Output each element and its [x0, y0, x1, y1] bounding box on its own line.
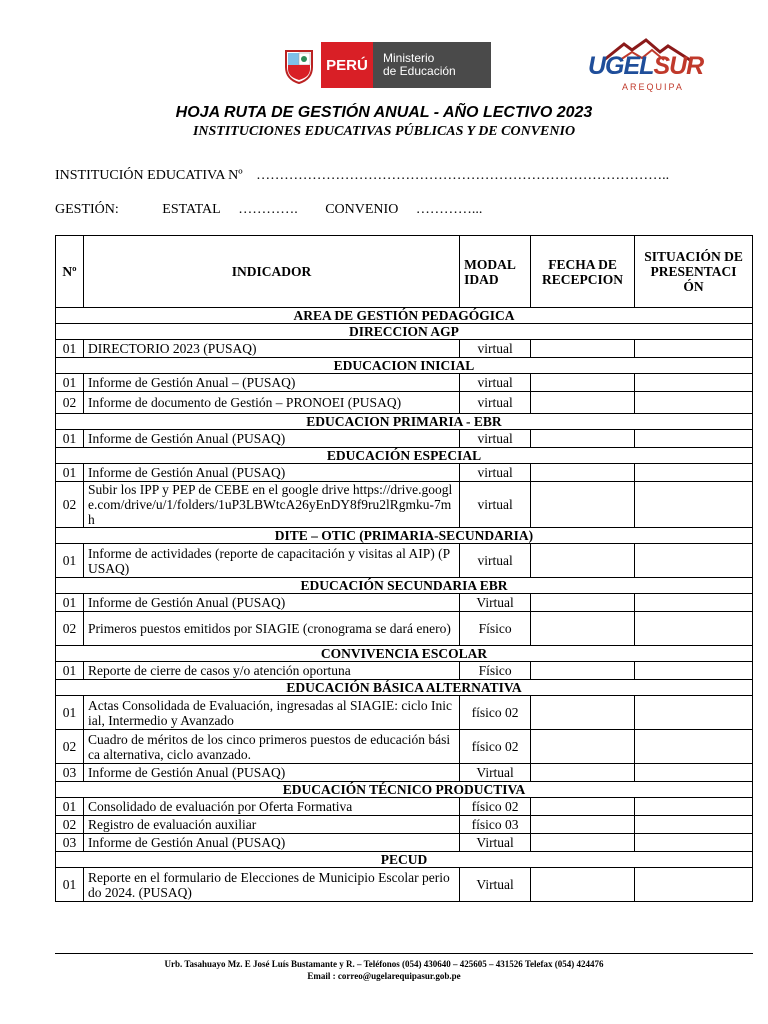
table-row	[56, 798, 753, 816]
arequipa-text: AREQUIPA	[622, 82, 684, 92]
gestion-line	[55, 202, 496, 218]
row-number: 01	[56, 340, 84, 358]
row-indicador: Informe de Gestión Anual – (PUSAQ)	[83, 374, 459, 392]
header-n: Nº	[56, 236, 84, 308]
estatal-dots: ………….	[238, 202, 298, 217]
row-fecha	[531, 482, 635, 528]
row-indicador: Primeros puestos emitidos por SIAGIE (cronograma se dará enero)	[83, 612, 459, 646]
row-indicador: Informe de Gestión Anual (PUSAQ)	[83, 464, 459, 482]
row-indicador: Reporte en el formulario de Elecciones de Municipio Escolar periodo 2024. (PUSAQ)	[83, 868, 459, 902]
table-row	[56, 696, 753, 730]
row-number: 01	[56, 662, 84, 680]
institucion-label: INSTITUCIÓN EDUCATIVA Nº	[55, 168, 243, 183]
row-situacion	[635, 594, 753, 612]
row-indicador: DIRECTORIO 2023 (PUSAQ)	[83, 340, 459, 358]
section-title: EDUCACIÓN BÁSICA ALTERNATIVA	[56, 680, 753, 696]
row-situacion	[635, 544, 753, 578]
peru-shield-icon	[277, 42, 321, 88]
table-row	[56, 834, 753, 852]
row-situacion	[635, 374, 753, 392]
convenio-label: CONVENIO	[325, 202, 399, 217]
table-body	[56, 308, 753, 902]
row-indicador: Informe de actividades (reporte de capacitación y visitas al AIP) (PUSAQ)	[83, 544, 459, 578]
peru-label: PERÚ	[321, 42, 373, 88]
area-title: AREA DE GESTIÓN PEDAGÓGICA	[56, 308, 753, 324]
row-modalidad: físico 02	[460, 798, 531, 816]
row-fecha	[531, 392, 635, 414]
footer-divider	[55, 953, 753, 954]
row-situacion	[635, 730, 753, 764]
row-fecha	[531, 594, 635, 612]
table-row	[56, 392, 753, 414]
row-modalidad: Virtual	[460, 868, 531, 902]
row-situacion	[635, 430, 753, 448]
row-number: 03	[56, 764, 84, 782]
row-modalidad: Virtual	[460, 764, 531, 782]
row-situacion	[635, 392, 753, 414]
row-number: 02	[56, 482, 84, 528]
table-row	[56, 662, 753, 680]
table-row	[56, 482, 753, 528]
row-situacion	[635, 834, 753, 852]
row-modalidad: físico 02	[460, 730, 531, 764]
footer-address: Urb. Tasahuayo Mz. E José Luís Bustamante y R. – Teléfonos (054) 430640 – 425605 – 431526 Telefax (054) 424476	[164, 959, 604, 969]
table-row	[56, 464, 753, 482]
ministerio-line2: de Educación	[383, 64, 456, 78]
row-fecha	[531, 340, 635, 358]
row-modalidad: Físico	[460, 612, 531, 646]
row-modalidad: virtual	[460, 430, 531, 448]
row-situacion	[635, 612, 753, 646]
convenio-dots: …………...	[415, 202, 483, 217]
footer-email: Email : correo@ugelarequipasur.gob.pe	[307, 971, 461, 981]
table-row	[56, 816, 753, 834]
table-row	[56, 730, 753, 764]
header-indicador: INDICADOR	[83, 236, 459, 308]
row-situacion	[635, 798, 753, 816]
estatal-label: ESTATAL	[162, 202, 221, 217]
document-title: HOJA RUTA DE GESTIÓN ANUAL - AÑO LECTIVO 2023	[175, 104, 593, 121]
row-situacion	[635, 696, 753, 730]
row-situacion	[635, 464, 753, 482]
row-fecha	[531, 544, 635, 578]
row-fecha	[531, 696, 635, 730]
section-title: EDUCACION PRIMARIA - EBR	[56, 414, 753, 430]
table-row	[56, 868, 753, 902]
row-number: 02	[56, 730, 84, 764]
row-situacion	[635, 482, 753, 528]
section-title: DIRECCION AGP	[56, 324, 753, 340]
section-title: EDUCACIÓN SECUNDARIA EBR	[56, 578, 753, 594]
row-situacion	[635, 340, 753, 358]
table-row	[56, 430, 753, 448]
row-indicador: Informe de Gestión Anual (PUSAQ)	[83, 594, 459, 612]
row-situacion	[635, 764, 753, 782]
section-title: EDUCACION INICIAL	[56, 358, 753, 374]
ugel-sur-logo	[588, 38, 704, 94]
row-fecha	[531, 816, 635, 834]
row-number: 01	[56, 868, 84, 902]
row-fecha	[531, 662, 635, 680]
row-fecha	[531, 374, 635, 392]
row-situacion	[635, 662, 753, 680]
row-number: 03	[56, 834, 84, 852]
row-number: 01	[56, 374, 84, 392]
row-fecha	[531, 834, 635, 852]
gestion-label: GESTIÓN:	[55, 202, 119, 217]
row-number: 01	[56, 594, 84, 612]
row-modalidad: físico 03	[460, 816, 531, 834]
ugel-name	[588, 52, 703, 81]
row-modalidad: Virtual	[460, 834, 531, 852]
minedu-logo	[277, 42, 491, 88]
row-indicador: Informe de Gestión Anual (PUSAQ)	[83, 430, 459, 448]
ministerio-line1: Ministerio	[383, 51, 435, 65]
row-fecha	[531, 764, 635, 782]
row-number: 01	[56, 464, 84, 482]
row-situacion	[635, 816, 753, 834]
row-modalidad: virtual	[460, 544, 531, 578]
row-modalidad: Virtual	[460, 594, 531, 612]
institucion-line	[55, 168, 669, 184]
row-indicador: Registro de evaluación auxiliar	[83, 816, 459, 834]
row-indicador: Subir los IPP y PEP de CEBE en el google drive https://drive.google.com/drive/u/1/folders/1uP3LBWtcA26yEnDY8f9ru2lRgmku-7mh	[83, 482, 459, 528]
row-modalidad: virtual	[460, 464, 531, 482]
row-indicador: Actas Consolidada de Evaluación, ingresadas al SIAGIE: ciclo Inicial, Intermedio y Avanzado	[83, 696, 459, 730]
row-modalidad: virtual	[460, 482, 531, 528]
row-fecha	[531, 464, 635, 482]
table-row	[56, 340, 753, 358]
row-indicador: Informe de Gestión Anual (PUSAQ)	[83, 764, 459, 782]
row-indicador: Informe de documento de Gestión – PRONOEI (PUSAQ)	[83, 392, 459, 414]
row-modalidad: Físico	[460, 662, 531, 680]
row-number: 01	[56, 430, 84, 448]
row-fecha	[531, 868, 635, 902]
table-row	[56, 764, 753, 782]
header-situacion: SITUACIÓN DE PRESENTACI ÓN	[635, 236, 753, 308]
row-modalidad: virtual	[460, 340, 531, 358]
row-modalidad: virtual	[460, 374, 531, 392]
section-title: EDUCACIÓN TÉCNICO PRODUCTIVA	[56, 782, 753, 798]
table-row	[56, 594, 753, 612]
row-number: 02	[56, 612, 84, 646]
row-indicador: Reporte de cierre de casos y/o atención oportuna	[83, 662, 459, 680]
ministerio-label	[373, 42, 491, 88]
row-indicador: Consolidado de evaluación por Oferta Formativa	[83, 798, 459, 816]
document-subtitle: INSTITUCIONES EDUCATIVAS PÚBLICAS Y DE CONVENIO	[192, 124, 576, 139]
footer	[0, 958, 768, 982]
section-title: DITE – OTIC (PRIMARIA-SECUNDARIA)	[56, 528, 753, 544]
section-title: EDUCACIÓN ESPECIAL	[56, 448, 753, 464]
row-number: 02	[56, 392, 84, 414]
row-number: 01	[56, 696, 84, 730]
header-logos	[0, 38, 768, 98]
table-row	[56, 374, 753, 392]
row-number: 02	[56, 816, 84, 834]
section-title: PECUD	[56, 852, 753, 868]
ugel-text: UGEL	[588, 52, 654, 80]
row-modalidad: virtual	[460, 392, 531, 414]
header-fecha: FECHA DE RECEPCION	[531, 236, 635, 308]
table-row	[56, 544, 753, 578]
row-modalidad: físico 02	[460, 696, 531, 730]
row-situacion	[635, 868, 753, 902]
row-fecha	[531, 730, 635, 764]
institucion-dots: ……………………………………………………………………………..	[256, 168, 670, 183]
hoja-ruta-table	[55, 235, 753, 902]
table-row	[56, 612, 753, 646]
header-modalidad: MODAL IDAD	[460, 236, 531, 308]
row-number: 01	[56, 544, 84, 578]
row-fecha	[531, 798, 635, 816]
row-number: 01	[56, 798, 84, 816]
row-fecha	[531, 430, 635, 448]
row-indicador: Informe de Gestión Anual (PUSAQ)	[83, 834, 459, 852]
section-title: CONVIVENCIA ESCOLAR	[56, 646, 753, 662]
row-fecha	[531, 612, 635, 646]
row-indicador: Cuadro de méritos de los cinco primeros puestos de educación básica alternativa, ciclo avanzado.	[83, 730, 459, 764]
sur-text: SUR	[653, 52, 704, 80]
